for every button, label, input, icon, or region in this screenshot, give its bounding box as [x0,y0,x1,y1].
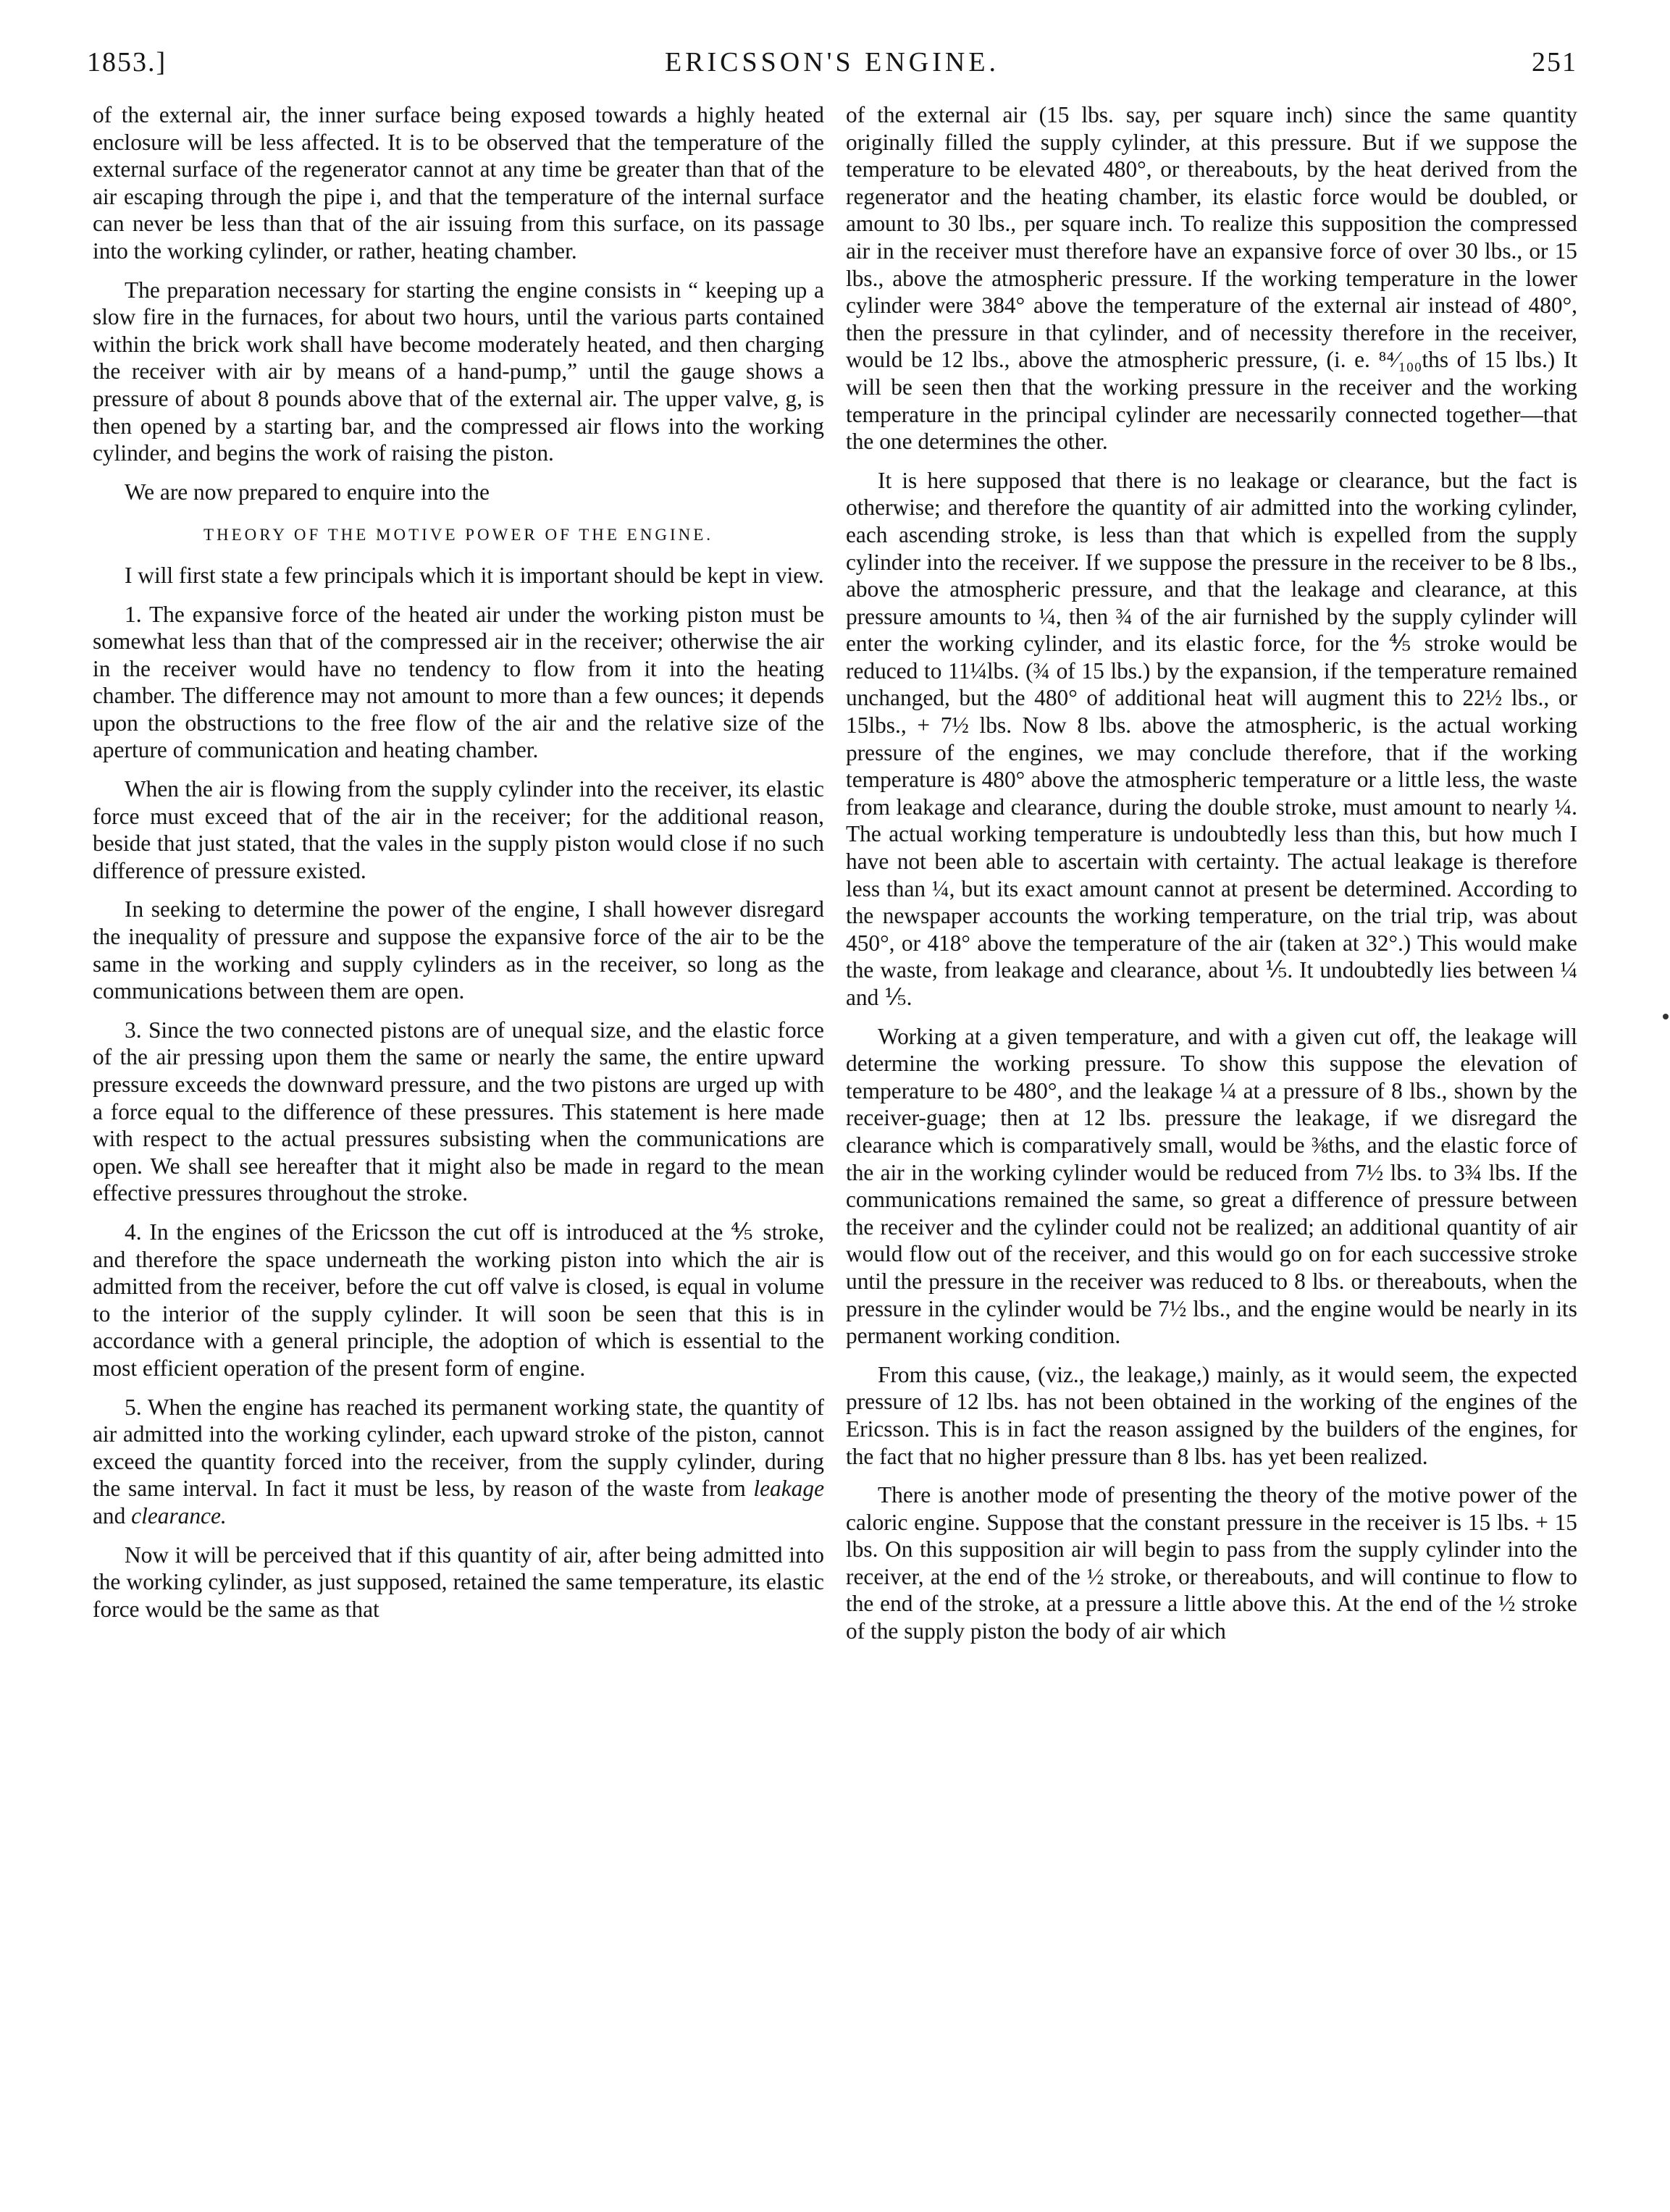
numbered-paragraph: 1. The expansive force of the heated air under the working piston must be somewhat less than that of the compressed air in the receiver; otherwise the air in the receiver would have no tendency to flow from it into the heating chamber. The difference may not amount to more than a few ounces; it depends upon the obstructions to the free flow of the air and the relative size of the aperture of communication and heating chamber. [93,601,824,763]
margin-mark [1663,1014,1669,1019]
paragraph: We are now prepared to enquire into the [125,479,490,505]
paragraph: When the air is flowing from the supply cylinder into the receiver, its elastic force must exceed that of the air in the receiver; for the additional reason, beside that just stated, that the vales in the supply piston would close if no such difference of pressure existed. [93,776,824,883]
paragraph: The preparation necessary for starting the engine consists in “ keeping up a slow fire in the furnaces, for about two hours, until the various parts contained within the brick work shall have become moderately heated, and then charging the receiver with air by means of a hand-pump,” until the gauge shows a pressure of about 8 pounds above that of the external air. The upper valve, g, is then opened by a starting bar, and the compressed air flows into the working cylinder, and begins the work of raising the piston. [93,277,824,466]
left-column [93,101,824,1634]
numbered-paragraph: 4. In the engines of the Ericsson the cut off is introduced at the ⅘ stroke, and therefore the space underneath the working piston into which the air is admitted from the receiver, before the cut off valve is closed, is equal in volume to the interior of the supply cylinder. It will soon be seen that this is in accordance with a general principle, the adoption of which is essential to the most efficient operation of the present form of engine. [93,1219,824,1381]
header-title: ERICSSON'S ENGINE. [664,47,1000,77]
running-head [87,46,1577,90]
paragraph: of the external air (15 lbs. say, per square inch) since the same quantity originally filled the supply cylinder, at this pressure. But if we suppose the temperature to be elevated 480°, or thereabouts, by the heat derived from the regenerator and the heating chamber, its elastic force would be doubled, or amount to 30 lbs., per square inch. To realize this supposition the compressed air in the receiver must therefore have an expansive force of over 30 lbs., or 15 lbs., above the atmospheric pressure. If the working temperature in the lower cylinder were 384° above the temperature of the external air instead of 480°, then the pressure in that cylinder, and of necessity therefore in the receiver, would be 12 lbs., above the atmospheric pressure, (i. e. ⁸⁴⁄₁₀₀ths of 15 lbs.) It will be seen then that the working pressure in the receiver and the working temperature in the principal cylinder are necessarily connected together—that the one determines the other. [846,102,1577,455]
emphasis-clearance: clearance. [131,1502,227,1528]
section-heading: THEORY OF THE MOTIVE POWER OF THE ENGINE. [203,526,714,544]
paragraph-text: 5. When the engine has reached its permanent working state, the quantity of air admitted into the working cylinder, each upward stroke of the piston, cannot exceed the quantity forced into the receiver, from the supply cylinder, during the same interval. In fact it must be less, by reason of the waste from [93,1394,824,1502]
paragraph: of the external air, the inner surface being exposed towards a highly heated enclosure will be less affected. It is to be observed that the temperature of the external surface of the regenerator cannot at any time be greater than that of the air escaping through the pipe i, and that the temperature of the internal surface can never be less than that of the air issuing from this surface, on its passage into the working cylinder, or rather, heating chamber. [93,102,824,264]
paragraph: There is another mode of presenting the theory of the motive power of the caloric engine. Suppose that the constant pressure in the receiver is 15 lbs. + 15 lbs. On this supposition air will begin to pass from the supply cylinder into the receiver, at the end of the ½ stroke, or thereabouts, and will continue to flow to the end of the stroke, at a pressure a little above this. At the end of the ½ stroke of the supply piston the body of air which [846,1482,1577,1644]
paragraph: From this cause, (viz., the leakage,) mainly, as it would seem, the expected pressure of 12 lbs. has not been obtained in the working of the engines of the Ericsson. This is in fact the reason assigned by the builders of the engines, for the fact that no higher pressure than 8 lbs. has yet been realized. [846,1361,1577,1469]
numbered-paragraph [93,1394,824,1530]
numbered-paragraph: 3. Since the two connected pistons are of unequal size, and the elastic force of the air pressing upon them the same or nearly the same, the entire upward pressure exceeds the downward pressure, and the two pistons are urged up with a force equal to the difference of these pressures. This statement is here made with respect to the actual pressures subsisting when the communications are open. We shall see hereafter that it might also be made in regard to the mean effective pressures throughout the stroke. [93,1017,824,1206]
header-year: 1853.] [87,47,167,77]
emphasis-leakage: leakage [753,1476,824,1502]
paragraph: It is here supposed that there is no leakage or clearance, but the fact is otherwise; and therefore the quantity of air admitted into the working cylinder, each ascending stroke, is less than that which is expelled from the supply cylinder into the receiver. If we suppose the pressure in the receiver to be 8 lbs., above the atmospheric pressure, and that the leakage and clearance, at this pressure amounts to ¼, then ¾ of the air furnished by the supply cylinder will enter the working cylinder, and its elastic force, for the ⅘ stroke would be reduced to 11¼lbs. (¾ of 15 lbs.) by the expansion, if the temperature remained unchanged, but the 480° of additional heat will augment this to 22½ lbs., or 15lbs., + 7½ lbs. Now 8 lbs. above the atmospheric, is the actual working pressure of the engines, we may conclude therefore, that if the working temperature is 480° above the atmospheric temperature or a little less, the waste from leakage and clearance, during the double stroke, must amount to nearly ¼. The actual working temperature is undoubtedly less than this, but how much I have not been able to ascertain with certainty. The actual leakage is therefore less than ¼, but its exact amount cannot at present be determined. According to the newspaper accounts the working temperature, on the trial trip, was about 450°, or 418° above the temperature of the air (taken at 32°.) This would make the waste, from leakage and clearance, about ⅕. It undoubtedly lies between ¼ and ⅕. [846,467,1577,1010]
right-column [846,101,1577,1657]
paragraph: In seeking to determine the power of the engine, I shall however disregard the inequality of pressure and suppose the expansive force of the air to be the same in the working and supply cylinders as in the receiver, so long as the communications between them are open. [93,896,824,1004]
paragraph: Working at a given temperature, and with a given cut off, the leakage will determine the working pressure. To show this suppose the elevation of temperature to be 480°, and the leakage ¼ at a pressure of 8 lbs., shown by the receiver-guage; then at 12 lbs. pressure the leakage, if we disregard the clearance which is comparatively small, would be ⅜ths, and the elastic force of the air in the working cylinder would be reduced from 7½ lbs. to 3¾ lbs. If the communications remained the same, so great a difference of pressure between the receiver and the cylinder could not be realized; an additional quantity of air would flow out of the receiver, and this would go on for each successive stroke until the pressure in the receiver was reduced to 8 lbs. or thereabouts, when the pressure in the cylinder would be 7½ lbs., and the engine would be nearly in its permanent working condition. [846,1023,1577,1349]
paragraph: Now it will be perceived that if this quantity of air, after being admitted into the working cylinder, as just supposed, retained the same temperature, its elastic force would be the same as that [93,1542,824,1622]
paragraph-text: and [93,1502,132,1528]
page-number: 251 [1532,47,1577,77]
paragraph: I will first state a few principals which it is important should be kept in view. [125,562,824,588]
